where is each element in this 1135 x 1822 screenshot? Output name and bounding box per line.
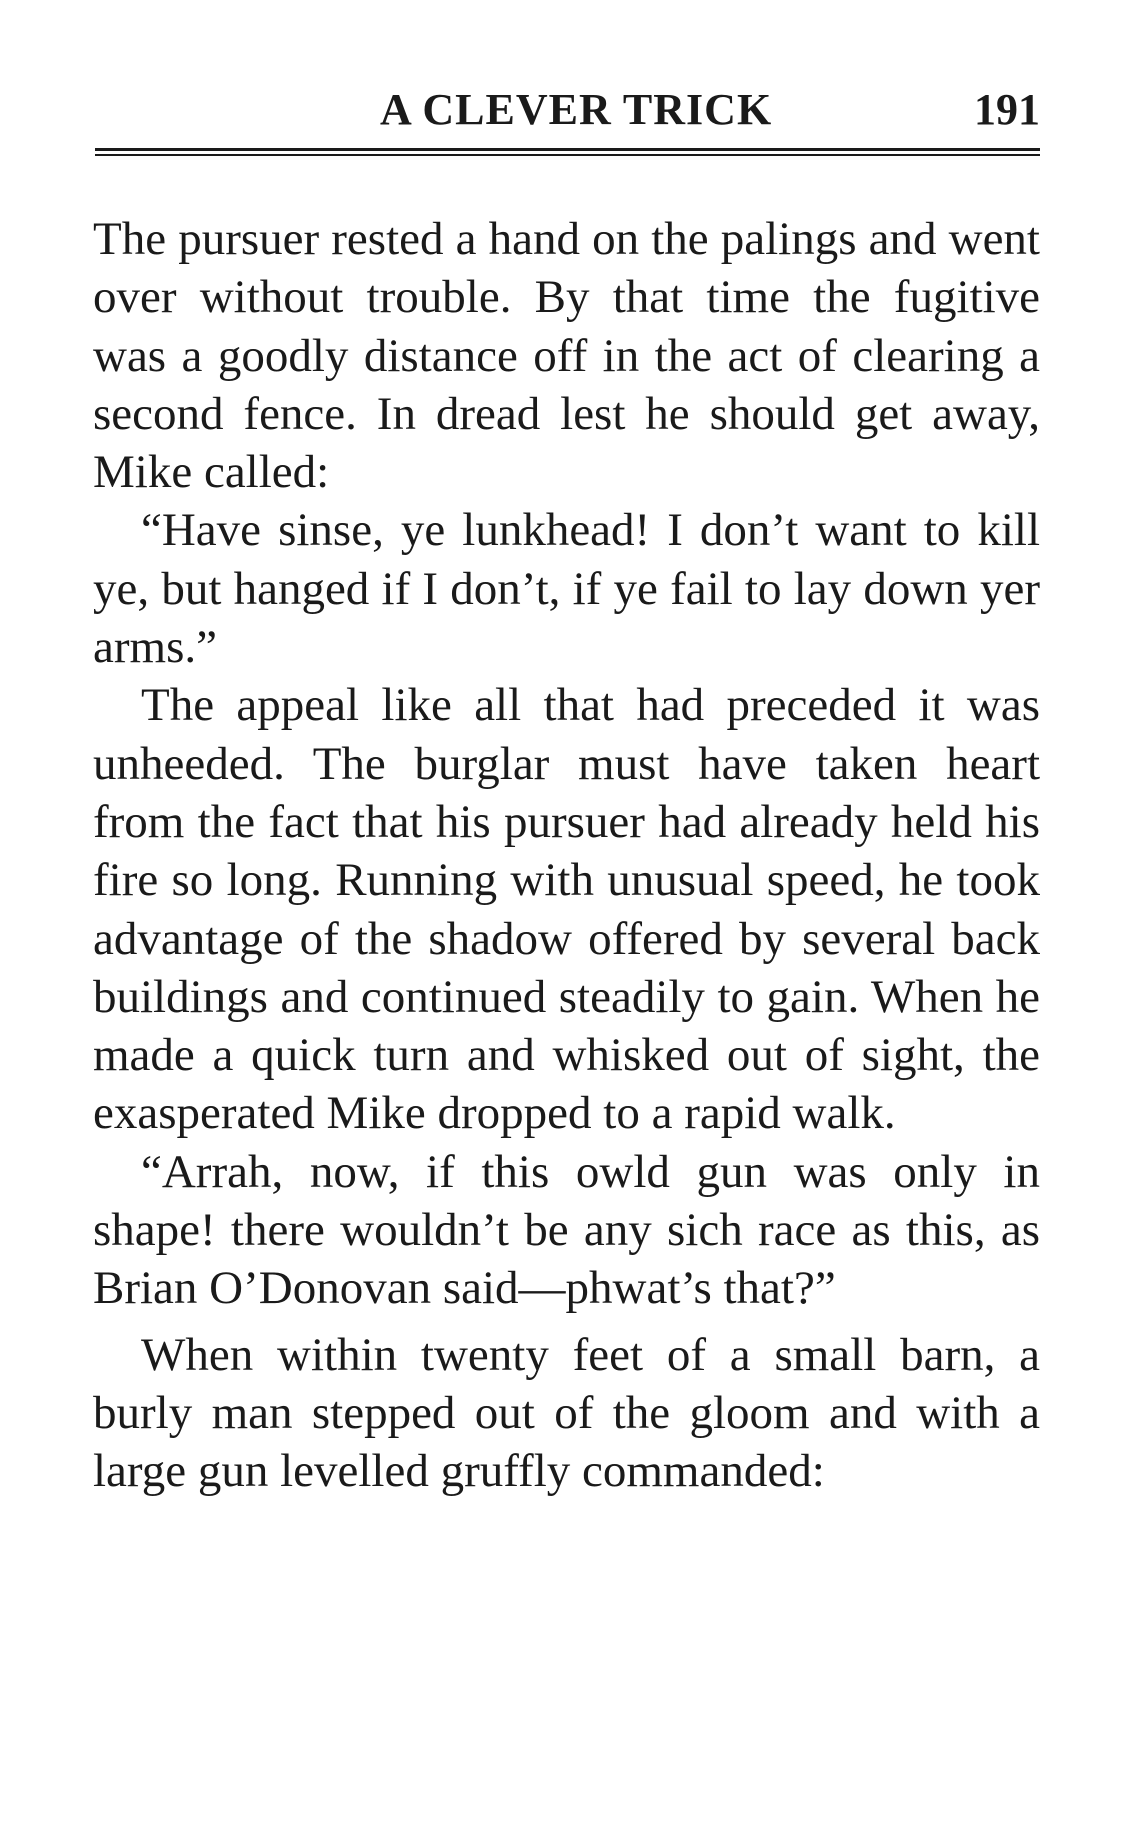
header-rule: [95, 148, 1040, 156]
page-number: 191: [974, 85, 1040, 134]
running-head: [95, 82, 1040, 138]
paragraph-1: The pursuer rested a hand on the palings and went over without trouble. By that time the fugitive was a goodly distance off in the act of clearing a second fence. In dread lest he should get away, Mike called:: [93, 213, 1040, 499]
paragraph-2: “Have sinse, ye lunkhead! I don’t want to kill ye, but hanged if I don’t, if ye fail to lay down yer arms.”: [93, 504, 1040, 674]
body-text: [93, 210, 1040, 1501]
running-title: A CLEVER TRICK: [380, 85, 773, 134]
paragraph-5: When within twenty feet of a small barn, a burly man stepped out of the gloom and with a large gun levelled gruffly commanded:: [93, 1328, 1040, 1498]
paragraph-4: “Arrah, now, if this owld gun was only in shape! there wouldn’t be any sich race as this, as Brian O’Donovan said—phwat’s that?”: [93, 1145, 1040, 1315]
paragraph-3: The appeal like all that had preceded it was unheeded. The burglar must have taken heart from the fact that his pursuer had already held his fire so long. Running with unusual speed, he took advantage of the shadow offered by several back buildings and continued steadily to gain. When he made a quick turn and whisked out of sight, the exasperated Mike dropped to a rapid walk.: [93, 679, 1040, 1140]
